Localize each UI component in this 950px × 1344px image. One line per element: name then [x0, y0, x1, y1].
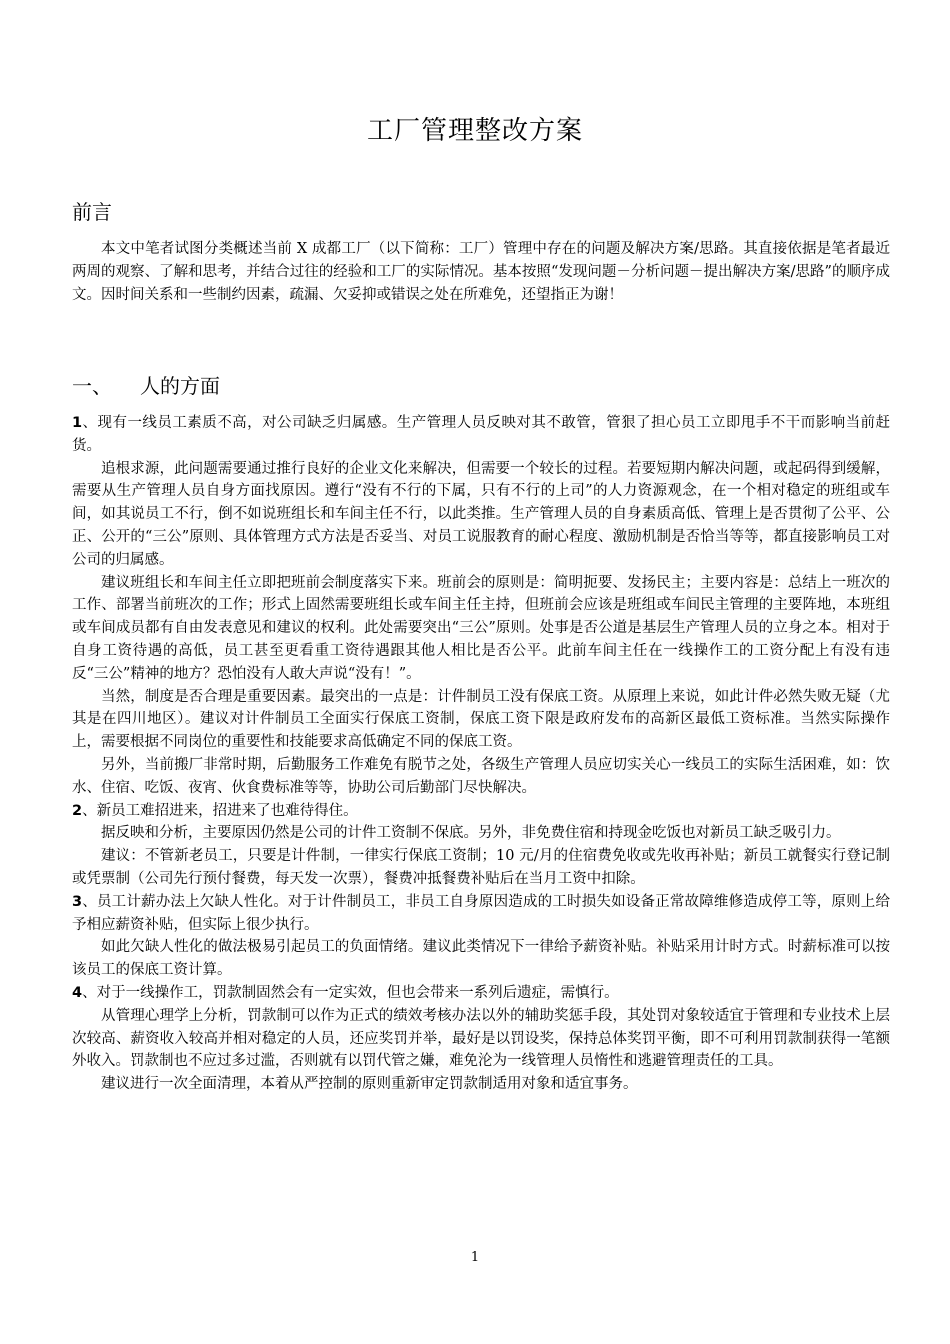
list-item: 1、现有一线员工素质不高，对公司缺乏归属感。生产管理人员反映对其不敢管，管狠了担心员工立即甩手不干而影响当前赶货。	[72, 415, 890, 454]
paragraph: 如此欠缺人性化的做法极易引起员工的负面情绪。建议此类情况下一律给予薪资补贴。补贴采用计时方式。时薪标准可以按该员工的保底工资计算。	[72, 939, 890, 979]
paragraph: 据反映和分析，主要原因仍然是公司的计件工资制不保底。另外，非免费住宿和持现金吃饭也对新员工缺乏吸引力。	[101, 825, 841, 842]
paragraph: 从管理心理学上分析，罚款制可以作为正式的绩效考核办法以外的辅助奖惩手段，其处罚对象较适宜于管理和专业技术上层次较高、薪资收入较高并相对稳定的人员，还应奖罚并举，最好是以罚设奖，保持总体奖罚平衡，即不可利用罚款制获得一笔额外收入。罚款制也不应过多过滥，否则就有以罚代管之嫌，难免沦为一线管理人员惰性和逃避管理责任的工具。	[72, 1007, 890, 1070]
preface-body	[72, 238, 890, 306]
paragraph: 追根求源，此问题需要通过推行良好的企业文化来解决，但需要一个较长的过程。若要短期内解决问题，或起码得到缓解，需要从生产管理人员自身方面找原因。遵行“没有不行的下属，只有不行的上司”的人力资源观念，在一个相对稳定的班组或车间，如其说员工不行，倒不如说班组长和车间主任不行，以此类推。生产管理人员的自身素质高低、管理上是否贯彻了公平、公正、公开的“三公”原则、具体管理方式方法是否妥当、对员工说服教育的耐心程度、激励机制是否恰当等等，都直接影响员工对公司的归属感。	[72, 460, 890, 568]
list-item: 4、对于一线操作工，罚款制固然会有一定实效，但也会带来一系列后遗症，需慎行。	[72, 984, 619, 1001]
list-item: 2、新员工难招进来，招进来了也难待得住。	[72, 802, 358, 819]
paragraph: 当然，制度是否合理是重要因素。最突出的一点是：计件制员工没有保底工资。从原理上来说，如此计件必然失败无疑（尤其是在四川地区）。建议对计件制员工全面实行保底工资制，保底工资下限是政府发布的高新区最低工资标准。当然实际操作上，需要根据不同岗位的重要性和技能要求高低确定不同的保底工资。	[72, 688, 890, 751]
document-title: 工厂管理整改方案	[366, 116, 583, 146]
page-number: 1	[470, 1250, 480, 1265]
section-1-body	[72, 412, 890, 1096]
section-1-number: 一、	[72, 374, 112, 398]
paragraph: 建议：不管新老员工，只要是计件制，一律实行保底工资制；10 元/月的住宿费免收或先收再补贴；新员工就餐实行登记制或凭票制（公司先行预付餐费，每天发一次票），餐费冲抵餐费补贴后在当月工资中扣除。	[72, 848, 890, 887]
section-1-title: 人的方面	[140, 374, 220, 398]
paragraph: 另外，当前搬厂非常时期，后勤服务工作难免有脱节之处，各级生产管理人员应切实关心一线员工的实际生活困难，如：饮水、住宿、吃饭、夜宵、伙食费标准等等，协助公司后勤部门尽快解决。	[72, 756, 890, 796]
preface-heading: 前言	[72, 200, 112, 224]
list-item: 3、员工计薪办法上欠缺人性化。对于计件制员工，非员工自身原因造成的工时损失如设备正常故障维修造成停工等，原则上给予相应薪资补贴，但实际上很少执行。	[72, 893, 890, 933]
preface-paragraph: 本文中笔者试图分类概述当前 X 成都工厂（以下简称：工厂）管理中存在的问题及解决方案/思路。其直接依据是笔者最近两周的观察、了解和思考，并结合过往的经验和工厂的实际情况。基本按照“发现问题－分析问题－提出解决方案/思路”的顺序成文。因时间关系和一些制约因素，疏漏、欠妥抑或错误之处在所难免，还望指正为谢！	[72, 241, 890, 303]
paragraph: 建议班组长和车间主任立即把班前会制度落实下来。班前会的原则是：简明扼要、发扬民主；主要内容是：总结上一班次的工作、部署当前班次的工作；形式上固然需要班组长或车间主任主持，但班前会应该是班组或车间民主管理的主要阵地，本班组或车间成员都有自由发表意见和建议的权利。此处需要突出“三公”原则。处事是否公道是基层生产管理人员的立身之本。相对于自身工资待遇的高低，员工甚至更看重工资待遇跟其他人相比是否公平。此前车间主任在一线操作工的工资分配上有没有违反“三公”精神的地方？恐怕没有人敢大声说“没有！”。	[72, 574, 890, 682]
section-1-heading	[72, 370, 220, 399]
paragraph: 建议进行一次全面清理，本着从严控制的原则重新审定罚款制适用对象和适宜事务。	[101, 1076, 638, 1093]
